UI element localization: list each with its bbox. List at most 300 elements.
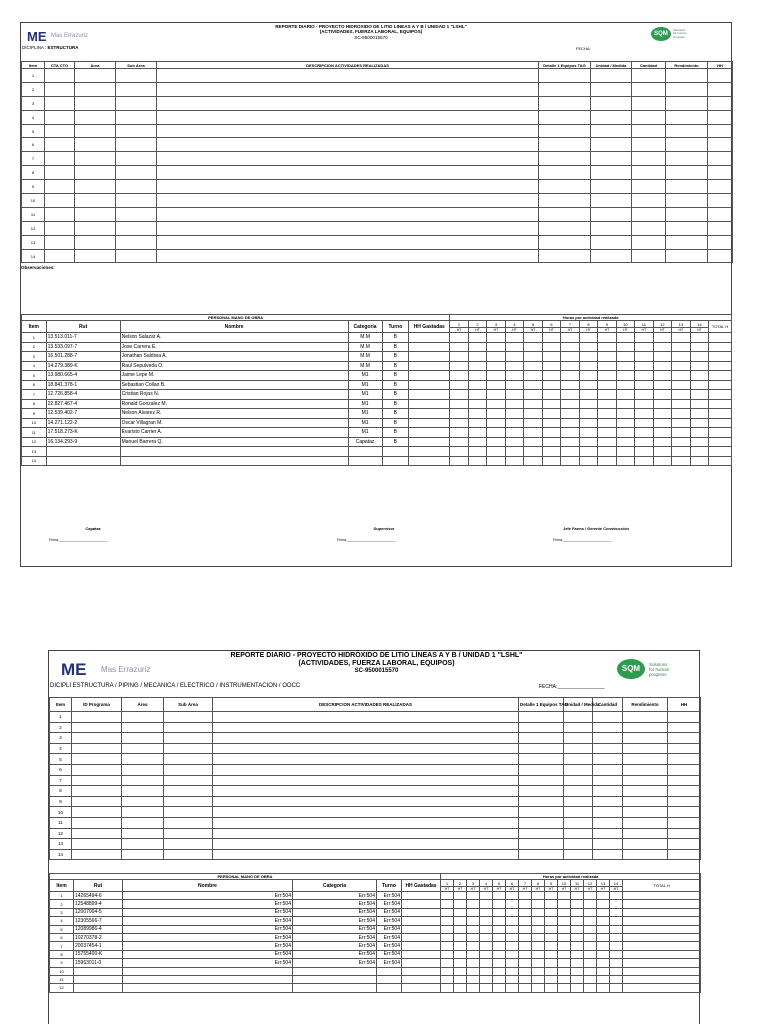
activity-item-number: 4	[22, 110, 45, 124]
worker-hour-cell	[545, 908, 558, 916]
worker-category: Err:504	[293, 933, 377, 941]
activity-header-cell: DESCRIPCION ACTIVIDADES REALIZADAS	[157, 62, 539, 69]
personal-header-cell: HH Gastadas	[409, 321, 450, 333]
activity-cell	[213, 839, 519, 850]
activity-cell	[116, 207, 157, 221]
activity-cell	[116, 124, 157, 138]
worker-hh-spent	[409, 361, 450, 371]
activity-cell	[623, 764, 668, 775]
worker-hour-cell	[690, 447, 708, 457]
activity-cell	[632, 110, 666, 124]
worker-hour-cell	[487, 333, 505, 343]
worker-hour-cell	[690, 399, 708, 409]
worker-hour-cell	[487, 456, 505, 466]
activity-cell	[666, 194, 708, 208]
activity-cell	[164, 796, 213, 807]
worker-hour-cell	[441, 959, 454, 967]
worker-hour-cell	[690, 333, 708, 343]
worker-hour-cell	[450, 361, 468, 371]
worker-hour-cell	[584, 950, 597, 958]
activity-cell	[539, 152, 591, 166]
activity-cell	[519, 743, 564, 754]
activity-cell	[157, 124, 539, 138]
worker-hour-cell	[450, 399, 468, 409]
worker-hour-cell	[532, 908, 545, 916]
signature-capataz-line: Firma:_________________________	[49, 538, 108, 542]
activity-row	[22, 235, 733, 249]
worker-hour-cell	[584, 908, 597, 916]
worker-hour-cell	[506, 959, 519, 967]
worker-hour-cell	[487, 390, 505, 400]
activity-item-number: 8	[22, 166, 45, 180]
activity-cell	[164, 764, 213, 775]
worker-hour-cell	[635, 437, 653, 447]
hour-col-number: 3	[487, 321, 505, 328]
worker-hour-cell	[561, 399, 579, 409]
worker-hour-cell	[524, 333, 542, 343]
activity-cell	[122, 839, 164, 850]
hour-col-number: 12	[584, 880, 597, 887]
activity-cell	[593, 775, 623, 786]
activity-cell	[116, 138, 157, 152]
worker-hour-cell	[545, 975, 558, 983]
worker-hour-cell	[584, 942, 597, 950]
activity-cell	[591, 138, 632, 152]
worker-hh-spent	[409, 399, 450, 409]
worker-hour-cell	[571, 942, 584, 950]
worker-hour-cell	[468, 437, 486, 447]
activity-cell	[116, 82, 157, 96]
worker-rut: 20037454-1	[74, 942, 123, 950]
activity-cell	[213, 733, 519, 744]
worker-total-hours	[709, 361, 732, 371]
activity-cell	[564, 775, 593, 786]
activity-cell	[164, 712, 213, 723]
worker-shift	[377, 984, 402, 992]
worker-shift	[377, 967, 402, 975]
activity-cell	[564, 786, 593, 797]
activity-cell	[668, 817, 701, 828]
activity-row	[22, 166, 733, 180]
activity-cell	[539, 180, 591, 194]
hour-type-label: HT	[493, 887, 506, 892]
activity-cell	[666, 180, 708, 194]
worker-category: M1	[348, 428, 382, 438]
activity-cell	[519, 786, 564, 797]
activity-cell	[122, 764, 164, 775]
worker-category	[293, 967, 377, 975]
worker-hh-spent	[409, 380, 450, 390]
worker-hour-cell	[579, 418, 597, 428]
hour-type-label: HT	[480, 887, 493, 892]
hour-type-label: HT	[561, 328, 579, 333]
activity-cell	[632, 194, 666, 208]
worker-hour-cell	[571, 984, 584, 992]
worker-item: 1	[50, 892, 74, 900]
activity-header-cell: Sub Área	[164, 698, 213, 712]
hour-col-number: 10	[558, 880, 571, 887]
worker-hour-cell	[579, 380, 597, 390]
activity-cell	[593, 712, 623, 723]
worker-name	[123, 984, 293, 992]
worker-hour-cell	[450, 437, 468, 447]
activity-header-cell: HH	[668, 698, 701, 712]
sqm-logo: SQM	[617, 659, 645, 679]
worker-hour-cell	[542, 352, 560, 362]
worker-hour-cell	[542, 380, 560, 390]
worker-total-hours	[623, 942, 701, 950]
activity-cell	[72, 807, 122, 818]
activity-row	[22, 194, 733, 208]
worker-hour-cell	[506, 967, 519, 975]
hour-col-number: 14	[690, 321, 708, 328]
activity-row	[22, 138, 733, 152]
worker-name: Err:504	[123, 908, 293, 916]
activity-cell	[122, 817, 164, 828]
worker-item: 7	[50, 942, 74, 950]
worker-hour-cell	[690, 342, 708, 352]
hour-type-label: HT	[468, 328, 486, 333]
worker-hour-cell	[505, 437, 523, 447]
activity-cell	[75, 221, 116, 235]
worker-hour-cell	[454, 967, 467, 975]
activity-cell	[164, 733, 213, 744]
activity-row	[50, 743, 701, 754]
worker-hour-cell	[616, 447, 634, 457]
title-line-2: (ACTIVIDADES, FUERZA LABORAL, EQUIPOS)	[319, 29, 423, 35]
activity-cell	[591, 235, 632, 249]
worker-category: M.M	[348, 333, 382, 343]
activity-cell	[157, 221, 539, 235]
worker-hour-cell	[571, 967, 584, 975]
worker-row	[22, 380, 732, 390]
worker-hour-cell	[672, 361, 690, 371]
worker-hour-cell	[505, 428, 523, 438]
worker-hour-cell	[653, 409, 671, 419]
activity-cell	[593, 839, 623, 850]
worker-total-hours	[709, 409, 732, 419]
worker-hour-cell	[610, 900, 623, 908]
worker-hour-cell	[653, 447, 671, 457]
activity-header-cell: Unidad / Medida	[564, 698, 593, 712]
worker-hour-cell	[635, 409, 653, 419]
worker-hour-cell	[584, 933, 597, 941]
worker-shift: Err:504	[377, 950, 402, 958]
activity-cell	[632, 96, 666, 110]
activity-cell	[72, 754, 122, 765]
hour-col-number: 9	[598, 321, 616, 328]
hour-type-label: HT	[506, 887, 519, 892]
activity-cell	[708, 221, 733, 235]
worker-hour-cell	[506, 942, 519, 950]
worker-hour-cell	[506, 917, 519, 925]
worker-total-hours	[623, 950, 701, 958]
activity-cell	[72, 786, 122, 797]
worker-row	[50, 933, 701, 941]
worker-hour-cell	[524, 409, 542, 419]
activity-cell	[116, 235, 157, 249]
activity-cell	[122, 712, 164, 723]
activity-cell	[539, 221, 591, 235]
worker-name: Ronald Gonzalez M.	[120, 399, 348, 409]
worker-total-hours	[709, 428, 732, 438]
worker-hh-spent	[409, 418, 450, 428]
worker-hour-cell	[579, 447, 597, 457]
activity-cell	[116, 110, 157, 124]
hour-col-number: 7	[519, 880, 532, 887]
worker-hour-cell	[450, 352, 468, 362]
hour-type-label: HT	[616, 328, 634, 333]
activity-cell	[623, 775, 668, 786]
worker-hour-cell	[467, 917, 480, 925]
worker-hour-cell	[505, 371, 523, 381]
hour-type-label: HT	[597, 887, 610, 892]
worker-hour-cell	[610, 908, 623, 916]
worker-hour-cell	[571, 900, 584, 908]
worker-hour-cell	[653, 437, 671, 447]
activity-cell	[591, 194, 632, 208]
worker-hour-cell	[571, 892, 584, 900]
worker-hour-cell	[672, 399, 690, 409]
activity-cell	[632, 166, 666, 180]
activity-cell	[519, 828, 564, 839]
worker-hour-cell	[493, 975, 506, 983]
personal-header-cell: Nombre	[120, 321, 348, 333]
worker-total-hours	[709, 447, 732, 457]
worker-hour-cell	[487, 352, 505, 362]
worker-row	[22, 342, 732, 352]
activity-cell	[519, 817, 564, 828]
worker-hour-cell	[561, 390, 579, 400]
activity-cell	[122, 786, 164, 797]
activity-cell	[708, 207, 733, 221]
worker-hour-cell	[506, 908, 519, 916]
worker-hour-cell	[653, 342, 671, 352]
worker-item: 11	[22, 428, 47, 438]
activity-cell	[157, 235, 539, 249]
worker-hour-cell	[454, 950, 467, 958]
activity-item-number: 3	[50, 733, 72, 744]
worker-hour-cell	[468, 333, 486, 343]
worker-rut: 14265494-6	[74, 892, 123, 900]
worker-hour-cell	[610, 984, 623, 992]
worker-hour-cell	[505, 447, 523, 457]
worker-hour-cell	[545, 917, 558, 925]
personal-header-cell: Item	[22, 321, 47, 333]
worker-total-hours	[623, 900, 701, 908]
activity-row	[50, 807, 701, 818]
worker-hour-cell	[616, 333, 634, 343]
worker-name: Err:504	[123, 917, 293, 925]
worker-hour-cell	[598, 380, 616, 390]
worker-item: 12	[22, 437, 47, 447]
worker-category	[293, 984, 377, 992]
worker-name: Err:504	[123, 942, 293, 950]
activity-cell	[593, 796, 623, 807]
activity-item-number: 8	[50, 786, 72, 797]
worker-hh-spent	[402, 959, 441, 967]
activity-cell	[593, 743, 623, 754]
worker-row	[50, 959, 701, 967]
activity-row	[50, 733, 701, 744]
worker-name: Err:504	[123, 959, 293, 967]
worker-hour-cell	[505, 409, 523, 419]
activity-item-number: 5	[50, 754, 72, 765]
daily-report-form-1	[20, 22, 732, 567]
worker-hour-cell	[493, 900, 506, 908]
activity-cell	[708, 166, 733, 180]
activity-cell	[539, 69, 591, 83]
activity-cell	[213, 849, 519, 860]
activity-cell	[564, 743, 593, 754]
worker-hour-cell	[532, 950, 545, 958]
hour-type-label: HT	[598, 328, 616, 333]
worker-hour-cell	[690, 352, 708, 362]
worker-hh-spent	[402, 917, 441, 925]
worker-hour-cell	[519, 975, 532, 983]
worker-hour-cell	[610, 942, 623, 950]
worker-hour-cell	[598, 352, 616, 362]
worker-category	[348, 456, 382, 466]
worker-hour-cell	[524, 342, 542, 352]
worker-category: M.M	[348, 342, 382, 352]
worker-hour-cell	[532, 984, 545, 992]
worker-hour-cell	[532, 892, 545, 900]
activities-table	[21, 61, 733, 263]
worker-hour-cell	[450, 342, 468, 352]
activity-cell	[157, 96, 539, 110]
worker-row	[22, 428, 732, 438]
worker-hour-cell	[558, 892, 571, 900]
worker-row	[22, 371, 732, 381]
worker-hour-cell	[454, 984, 467, 992]
worker-total-hours	[623, 959, 701, 967]
activity-cell	[623, 849, 668, 860]
worker-rut: 15963011-0	[74, 959, 123, 967]
activity-header-cell: Item	[50, 698, 72, 712]
worker-hour-cell	[519, 984, 532, 992]
activity-header-cell: Rendimiento	[623, 698, 668, 712]
hour-col-number: 11	[635, 321, 653, 328]
activity-cell	[519, 722, 564, 733]
worker-hour-cell	[519, 950, 532, 958]
worker-hour-cell	[505, 342, 523, 352]
activity-cell	[116, 166, 157, 180]
activity-cell	[593, 807, 623, 818]
activity-cell	[75, 69, 116, 83]
activity-cell	[157, 110, 539, 124]
worker-hour-cell	[584, 900, 597, 908]
worker-hour-cell	[653, 371, 671, 381]
worker-hour-cell	[571, 917, 584, 925]
worker-shift: B	[382, 428, 409, 438]
activity-cell	[564, 754, 593, 765]
activity-row	[22, 69, 733, 83]
activity-cell	[116, 194, 157, 208]
worker-hour-cell	[610, 925, 623, 933]
activity-cell	[539, 138, 591, 152]
personal-table	[49, 873, 701, 993]
mas-errazuriz-wordmark: Mas Errazuriz	[101, 665, 151, 674]
activity-cell	[45, 152, 75, 166]
worker-hour-cell	[616, 437, 634, 447]
worker-hour-cell	[493, 950, 506, 958]
worker-hour-cell	[610, 950, 623, 958]
activity-cell	[666, 69, 708, 83]
activity-cell	[668, 807, 701, 818]
hour-col-number: 4	[480, 880, 493, 887]
hour-type-label: HT	[487, 328, 505, 333]
activity-cell	[539, 249, 591, 263]
worker-hour-cell	[616, 428, 634, 438]
worker-rut	[74, 984, 123, 992]
worker-hour-cell	[579, 399, 597, 409]
worker-shift: Err:504	[377, 942, 402, 950]
activity-cell	[45, 207, 75, 221]
worker-shift: B	[382, 418, 409, 428]
worker-hour-cell	[519, 942, 532, 950]
worker-rut: 13.513.011-7	[46, 333, 120, 343]
hour-type-label: HT	[542, 328, 560, 333]
personal-header-cell: Turno	[377, 880, 402, 892]
activity-item-number: 6	[22, 138, 45, 152]
worker-hour-cell	[468, 456, 486, 466]
activity-item-number: 13	[22, 235, 45, 249]
mas-errazuriz-wordmark: Mas Errazuriz	[51, 33, 89, 39]
worker-category: Err:504	[293, 908, 377, 916]
activity-cell	[122, 828, 164, 839]
disciplina-value: ESTRUCTURA	[47, 45, 79, 50]
activity-cell	[45, 194, 75, 208]
activity-cell	[45, 166, 75, 180]
worker-hour-cell	[598, 333, 616, 343]
worker-hour-cell	[558, 925, 571, 933]
hour-col-number: 4	[505, 321, 523, 328]
worker-hour-cell	[480, 942, 493, 950]
worker-hour-cell	[480, 950, 493, 958]
worker-hour-cell	[468, 399, 486, 409]
activity-header-cell: Rendimiento	[666, 62, 708, 69]
worker-row	[50, 900, 701, 908]
activity-item-number: 5	[22, 124, 45, 138]
worker-hour-cell	[584, 967, 597, 975]
activity-cell	[213, 722, 519, 733]
activity-cell	[708, 69, 733, 83]
activity-cell	[72, 828, 122, 839]
worker-hour-cell	[690, 409, 708, 419]
worker-hour-cell	[545, 959, 558, 967]
hour-col-number: 10	[616, 321, 634, 328]
activity-header-cell: Cantidad	[632, 62, 666, 69]
activity-cell	[632, 221, 666, 235]
activity-cell	[539, 124, 591, 138]
signature-jefe-line: Firma:_________________________	[553, 538, 612, 542]
worker-hour-cell	[506, 975, 519, 983]
activity-cell	[72, 849, 122, 860]
worker-hour-cell	[467, 967, 480, 975]
worker-hour-cell	[524, 399, 542, 409]
worker-hour-cell	[545, 967, 558, 975]
observaciones-label: Observaciones:	[21, 265, 55, 270]
hour-type-label: HT	[524, 328, 542, 333]
activity-cell	[45, 221, 75, 235]
worker-row	[50, 967, 701, 975]
hour-col-number: 9	[545, 880, 558, 887]
activity-item-number: 11	[50, 817, 72, 828]
activity-cell	[157, 249, 539, 263]
activity-cell	[75, 166, 116, 180]
activity-cell	[539, 82, 591, 96]
